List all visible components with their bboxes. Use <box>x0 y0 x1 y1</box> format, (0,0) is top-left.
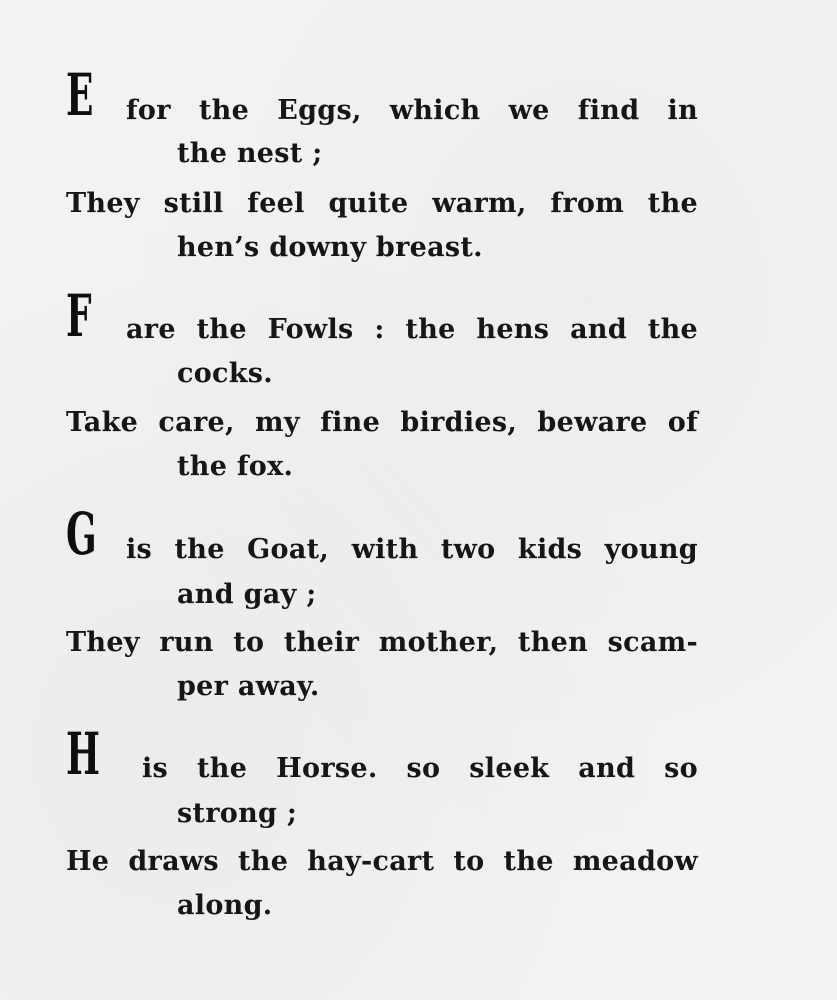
verse-line: They still feel quite warm, from the <box>66 188 698 219</box>
drop-cap-f: F <box>66 282 92 350</box>
verse-line: cocks. <box>177 358 273 389</box>
drop-cap-h: H <box>66 720 100 788</box>
verse-line: the fox. <box>177 451 294 482</box>
verse-line: for the Eggs, which we find in <box>126 95 698 126</box>
drop-cap-g: G <box>66 500 97 568</box>
verse-line: are the Fowls : the hens and the <box>126 314 698 345</box>
verse-line: the nest ; <box>177 138 323 169</box>
verse-line: is the Goat, with two kids young <box>126 534 698 565</box>
verse-line: strong ; <box>177 798 298 829</box>
verse-line: is the Horse. so sleek and so <box>142 753 698 784</box>
verse-line: He draws the hay-cart to the meadow <box>66 846 698 877</box>
verse-line: hen’s downy breast. <box>177 232 483 263</box>
verse-line: per away. <box>177 671 320 702</box>
verse-line: They run to their mother, then scam- <box>66 627 698 658</box>
verse-line: and gay ; <box>177 579 317 610</box>
verse-line: along. <box>177 890 273 921</box>
verse-line: Take care, my fine birdies, beware of <box>66 407 698 438</box>
drop-cap-e: E <box>66 61 94 129</box>
